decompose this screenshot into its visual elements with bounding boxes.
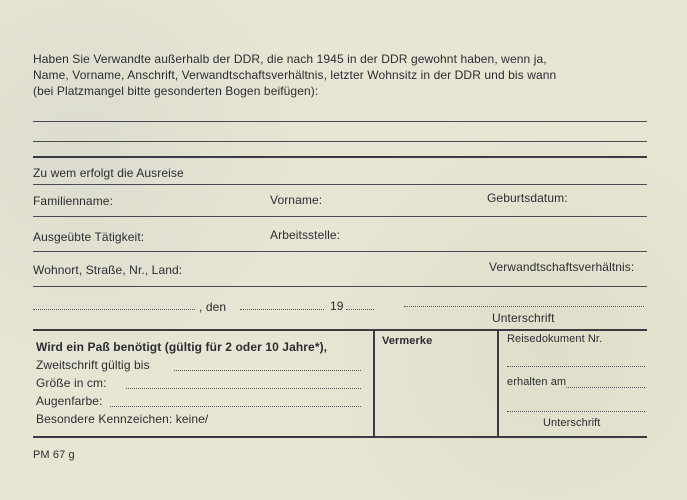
official-signature-label: Unterschrift: [543, 417, 601, 429]
height-label: Größe in cm:: [36, 376, 107, 390]
received-label: erhalten am: [507, 376, 567, 388]
table-top-border: [33, 329, 647, 331]
den-text: , den: [199, 300, 227, 314]
table-bottom-border: [33, 436, 647, 438]
date-field[interactable]: [240, 309, 324, 310]
address-line[interactable]: [33, 286, 647, 287]
height-field[interactable]: [126, 388, 361, 389]
signature-field[interactable]: [404, 306, 644, 307]
occupation-line[interactable]: [33, 251, 647, 252]
relatives-line-1[interactable]: [33, 121, 647, 122]
intro-line-1: Haben Sie Verwandte außerhalb der DDR, die nach 1945 in der DDR gewohnt haben, wenn ja,: [33, 52, 547, 66]
relatives-line-2[interactable]: [33, 141, 647, 142]
second-copy-label: Zweitschrift gültig bis: [36, 358, 150, 372]
workplace-label: Arbeitsstelle:: [270, 228, 341, 242]
remarks-label: Vermerke: [382, 335, 433, 347]
eye-color-label: Augenfarbe:: [36, 394, 103, 408]
official-signature-field[interactable]: [507, 411, 645, 412]
table-divider-1: [373, 329, 375, 437]
year-prefix: 19: [330, 299, 344, 313]
place-field[interactable]: [33, 309, 195, 310]
table-divider-2: [497, 329, 499, 437]
firstname-label: Vorname:: [270, 193, 323, 207]
eye-color-field[interactable]: [110, 406, 361, 407]
passport-heading: Wird ein Paß benötigt (gültig für 2 oder 10 Jahre*),: [36, 340, 328, 354]
travel-document-label: Reisedokument Nr.: [507, 333, 603, 345]
intro-line-2: Name, Vorname, Anschrift, Verwandtschaftsverhältnis, letzter Wohnsitz in der DDR und bis wann: [33, 68, 557, 82]
year-field[interactable]: [346, 309, 374, 310]
address-label: Wohnort, Straße, Nr., Land:: [33, 263, 183, 277]
birthdate-label: Geburtsdatum:: [487, 191, 568, 205]
occupation-label: Ausgeübte Tätigkeit:: [33, 230, 145, 244]
relationship-label: Verwandtschaftsverhältnis:: [489, 260, 635, 274]
destination-label: Zu wem erfolgt die Ausreise: [33, 166, 184, 180]
second-copy-field[interactable]: [174, 370, 361, 371]
surname-label: Familienname:: [33, 194, 113, 208]
signature-label: Unterschrift: [492, 311, 555, 325]
names-line[interactable]: [33, 216, 647, 217]
section-divider: [33, 156, 647, 158]
intro-line-3: (bei Platzmangel bitte gesonderten Bogen beifügen):: [33, 84, 319, 98]
destination-line[interactable]: [33, 184, 647, 185]
travel-document-field[interactable]: [507, 366, 645, 367]
special-marks-label: Besondere Kennzeichen: keine/: [36, 412, 209, 426]
received-field[interactable]: [566, 387, 645, 388]
form-code: PM 67 g: [33, 449, 75, 461]
